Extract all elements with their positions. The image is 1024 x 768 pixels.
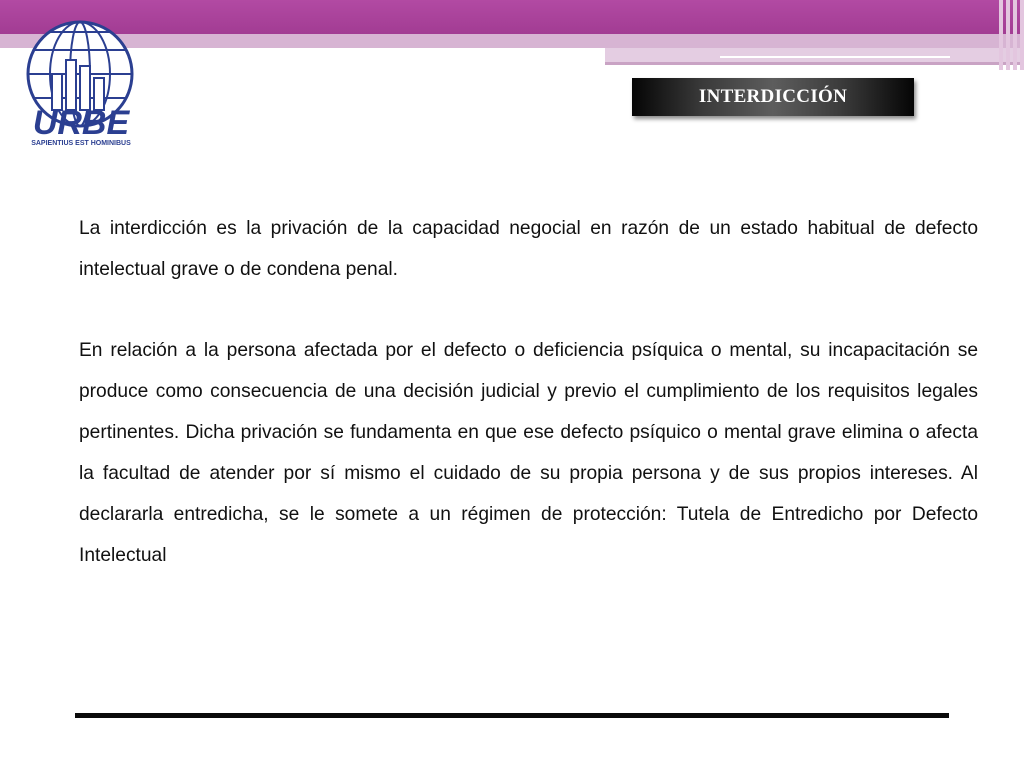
top-thin-line bbox=[605, 62, 1024, 65]
title-banner bbox=[632, 78, 914, 116]
urbe-logo bbox=[22, 16, 140, 148]
top-light-band bbox=[0, 34, 1024, 48]
top-decorative-band bbox=[0, 0, 1024, 34]
bottom-divider bbox=[75, 713, 949, 718]
white-stripe bbox=[720, 56, 950, 58]
vertical-stripes bbox=[990, 0, 1024, 70]
page-title: INTERDICCIÓN bbox=[698, 86, 848, 107]
logo-motto: SAPIENTIUS EST HOMINIBUS bbox=[31, 140, 131, 147]
logo-text: URBE bbox=[32, 104, 130, 142]
paragraph-definition: La interdicción es la privación de la capacidad negocial en razón de un estado habitual de defecto intelectual grave o de condena penal. bbox=[79, 218, 978, 280]
globe-icon bbox=[22, 16, 140, 148]
paragraph-explanation: En relación a la persona afectada por el defecto o deficiencia psíquica o mental, su incapacitación se produce como consecuencia de una decisión judicial y previo el cumplimiento de los requisitos legales pertinentes. Dicha privación se fundamenta en que ese defecto psíquico o mental grave elimina o afecta la facultad de atender por sí mismo el cuidado de su propia persona y de sus propios intereses. Al declararla entredicha, se le somete a un régimen de protección: Tutela de Entredicho por Defecto Intelectual bbox=[79, 340, 978, 566]
body-content bbox=[79, 208, 978, 616]
